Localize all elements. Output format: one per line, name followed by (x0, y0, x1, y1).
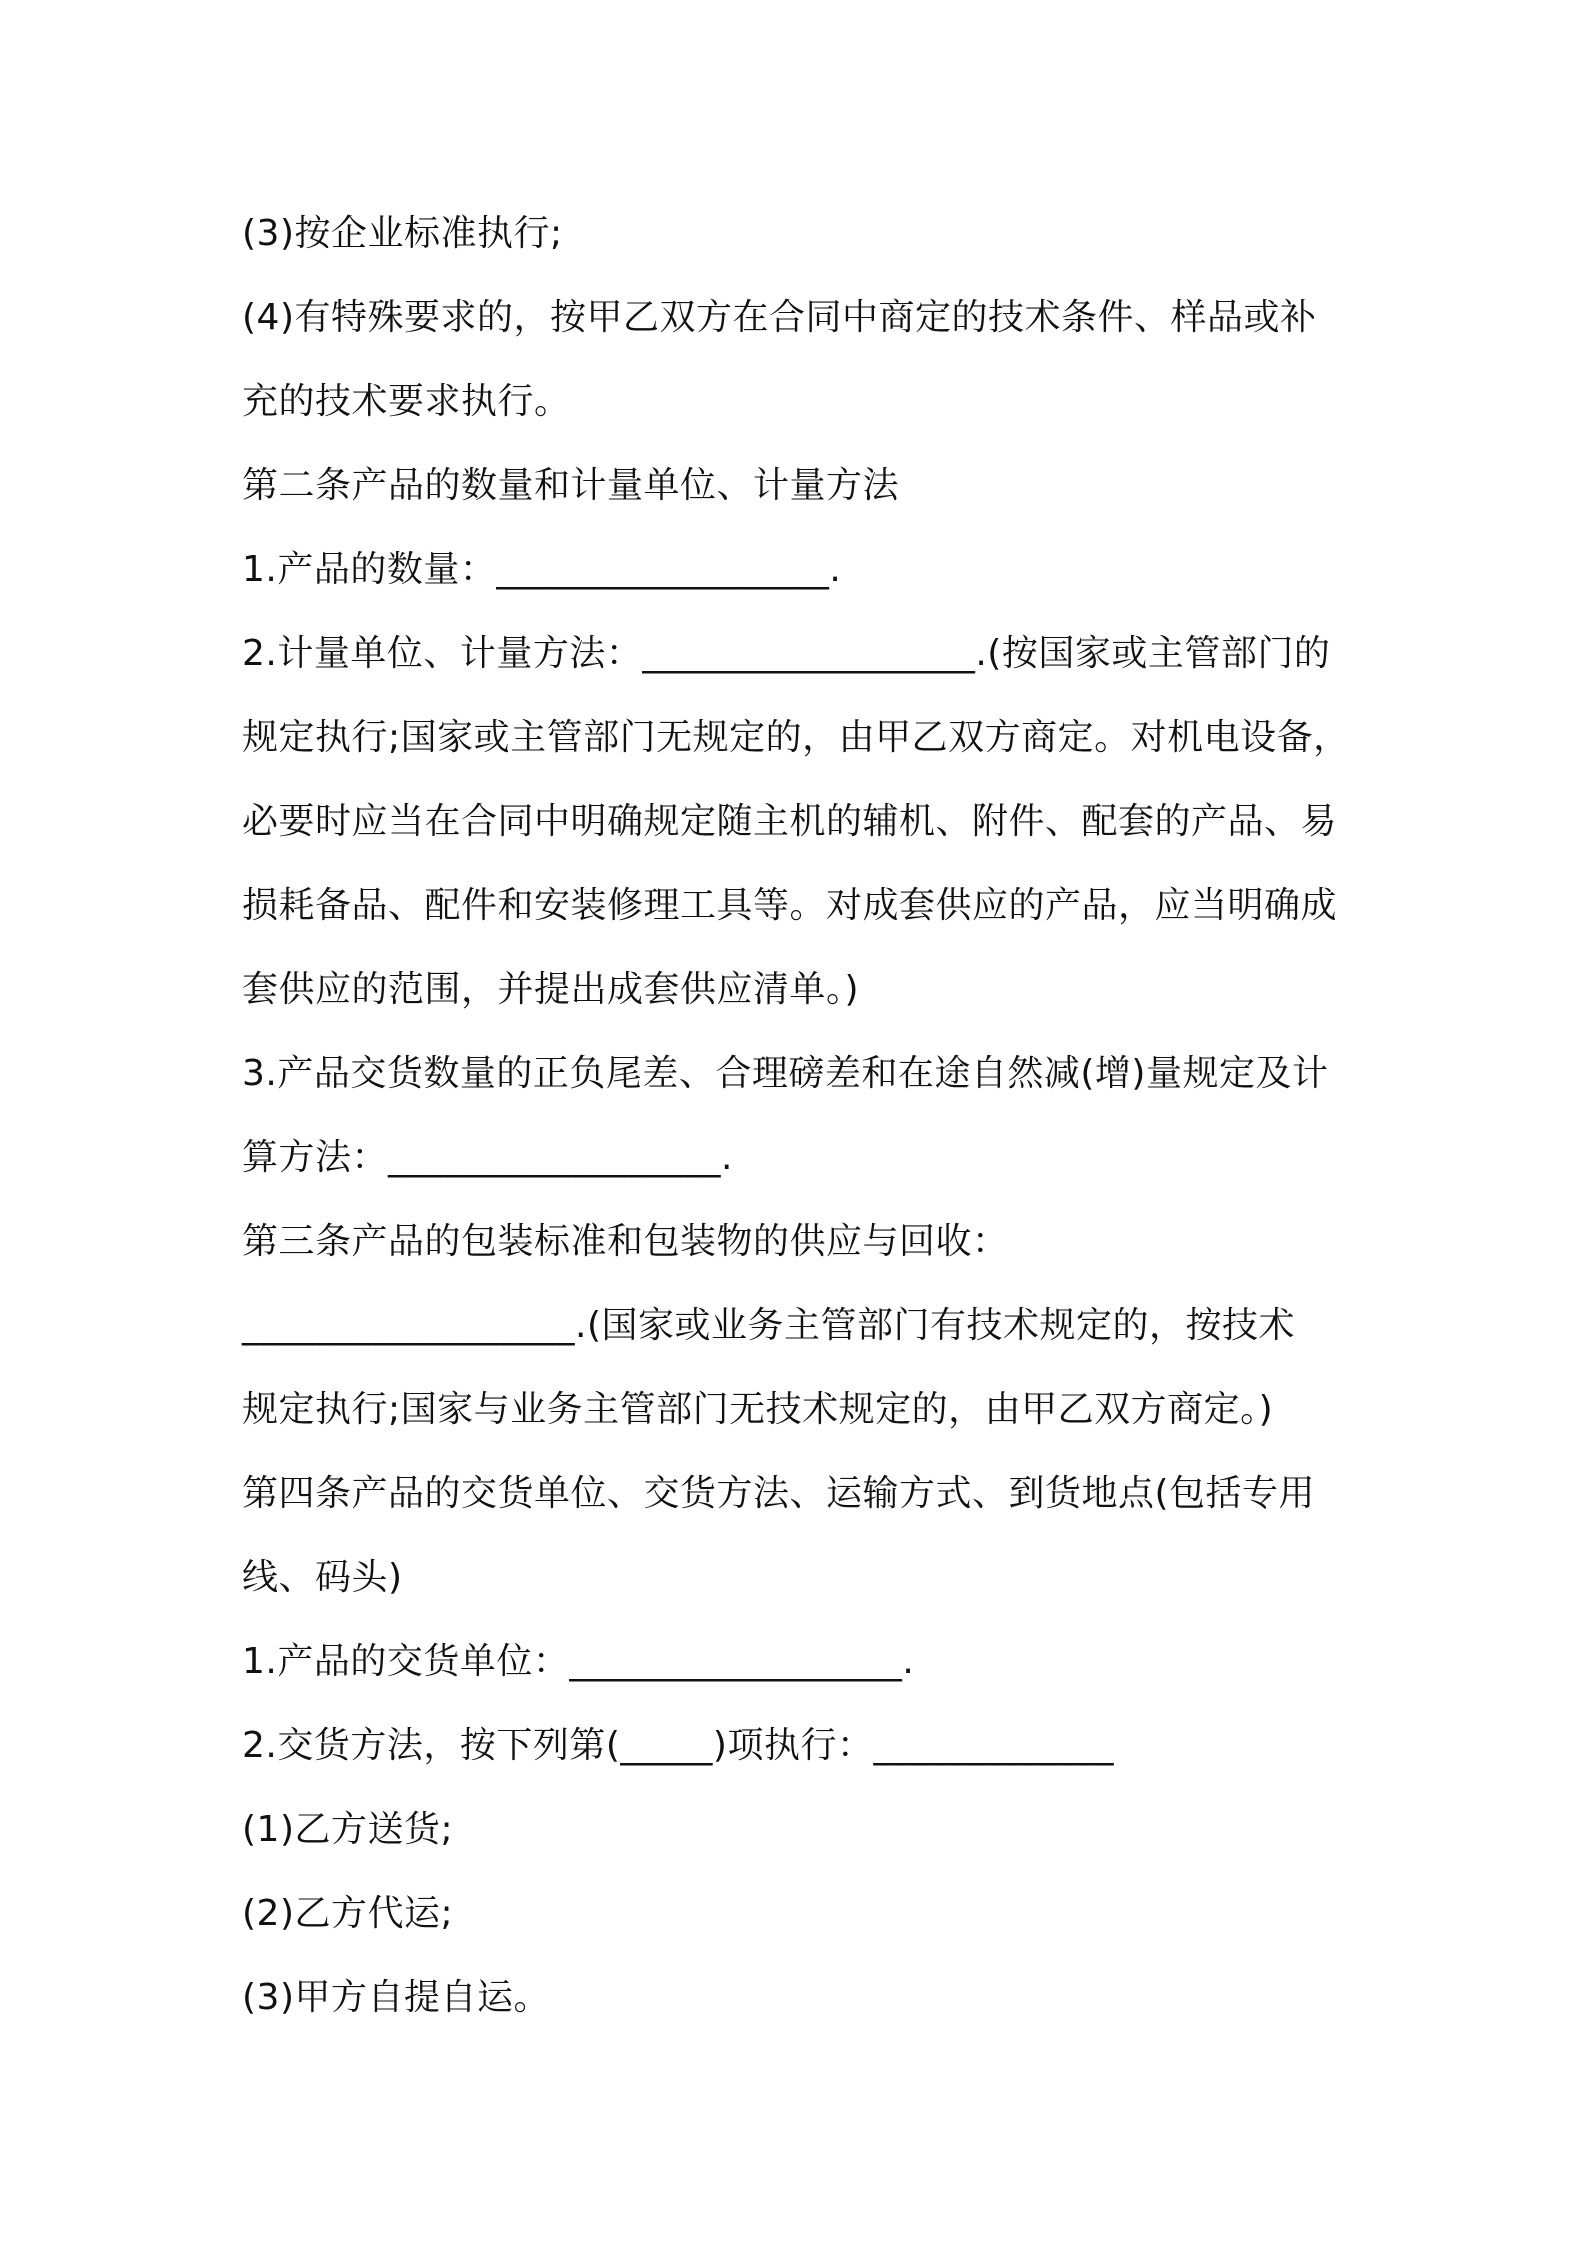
text-line: 损耗备品、配件和安装修理工具等。对成套供应的产品，应当明确成 (242, 885, 1338, 926)
section-heading: 第二条产品的数量和计量单位、计量方法 (242, 465, 900, 506)
text-line: 1.产品的交货单位：__________________. (242, 1641, 915, 1682)
text-line: 线、码头) (242, 1557, 403, 1598)
text-line: 算方法：__________________. (242, 1137, 733, 1178)
list-item: (1)乙方送货; (242, 1809, 454, 1850)
section-heading: 第四条产品的交货单位、交货方法、运输方式、到货地点(包括专用 (242, 1473, 1316, 1514)
text-line: __________________.(国家或业务主管部门有技术规定的，按技术 (242, 1305, 1295, 1346)
text-line: 规定执行;国家与业务主管部门无技术规定的，由甲乙双方商定。) (242, 1389, 1274, 1430)
text-line: 2.计量单位、计量方法：__________________.(按国家或主管部门的 (242, 633, 1331, 674)
text-line: 充的技术要求执行。 (242, 381, 571, 422)
text-line: 套供应的范围，并提出成套供应清单。) (242, 969, 860, 1010)
text-line: 3.产品交货数量的正负尾差、合理磅差和在途自然减(增)量规定及计 (242, 1053, 1329, 1094)
document-body (242, 192, 1362, 2040)
section-heading: 第三条产品的包装标准和包装物的供应与回收： (242, 1221, 1009, 1262)
text-line: 2.交货方法，按下列第(_____)项执行：_____________ (242, 1725, 1114, 1766)
text-line: (4)有特殊要求的，按甲乙双方在合同中商定的技术条件、样品或补 (242, 297, 1317, 338)
list-item: (3)甲方自提自运。 (242, 1977, 550, 2018)
text-line: 必要时应当在合同中明确规定随主机的辅机、附件、配套的产品、易 (242, 801, 1338, 842)
text-line: (3)按企业标准执行; (242, 213, 563, 254)
text-line: 规定执行;国家或主管部门无规定的，由甲乙双方商定。对机电设备， (242, 717, 1350, 758)
list-item: (2)乙方代运; (242, 1893, 454, 1934)
text-line: 1.产品的数量：__________________. (242, 549, 842, 590)
